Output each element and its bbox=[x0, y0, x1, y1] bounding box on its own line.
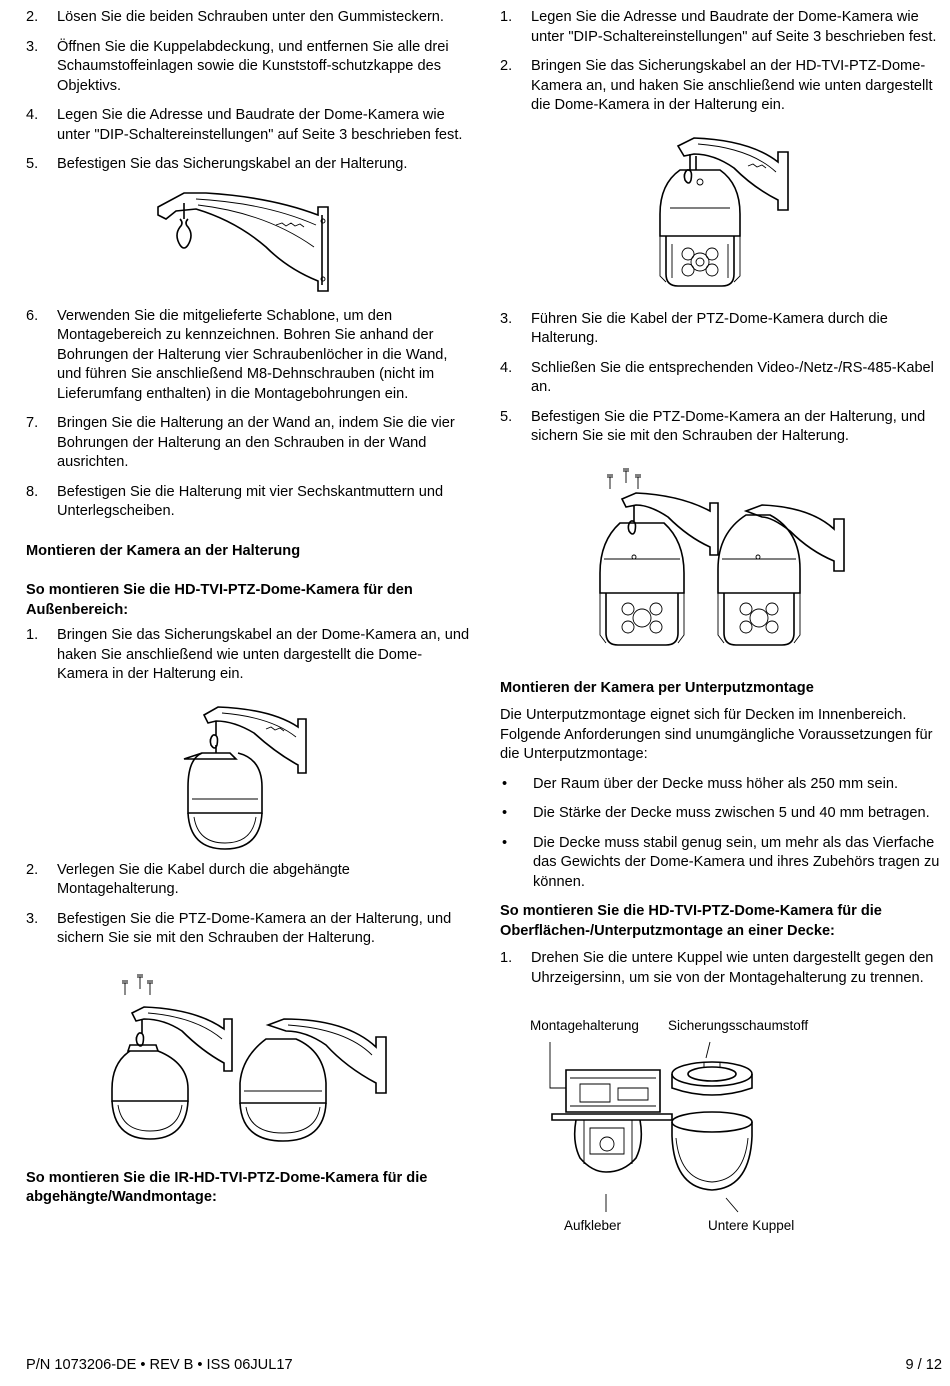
steps-list-a bbox=[26, 8, 470, 175]
list-item: 5. Befestigen Sie die PTZ-Dome-Kamera an der Halterung, und sichern Sie sie mit den Schrauben der Halterung. bbox=[500, 408, 926, 444]
list-item: 2. Bringen Sie das Sicherungskabel an der HD-TVI-PTZ-Dome-Kamera an, und haken Sie anschließend wie unten dargestellt die Dome-Kamera in der Halterung ein. bbox=[500, 58, 933, 113]
list-item: 1. Bringen Sie das Sicherungskabel an der Dome-Kamera an, und haken Sie anschließend wie unten dargestellt die Dome-Kamera in der Halterung ein. bbox=[26, 627, 470, 682]
list-item: 5. Befestigen Sie das Sicherungskabel an der Halterung. bbox=[26, 156, 408, 172]
steps-list-d bbox=[26, 861, 470, 949]
steps-list-b bbox=[500, 310, 942, 447]
dome-bracket-illustration bbox=[26, 695, 470, 861]
sub-heading: So montieren Sie die IR-HD-TVI-PTZ-Dome-Kamera für die abgehängte/Wandmontage: bbox=[26, 1169, 428, 1205]
label-safety-foam: Sicherungsschaumstoff bbox=[668, 1018, 809, 1033]
paragraph: Die Unterputzmontage eignet sich für Decken im Innenbereich. Folgende Anforderungen sind unumgängliche Voraussetzungen für die Unterputzmontage: bbox=[500, 707, 933, 762]
list-item: 8. Befestigen Sie die Halterung mit vier Sechskantmuttern und Unterlegscheiben. bbox=[26, 483, 444, 519]
bullet-item: • Die Stärke der Decke muss zwischen 5 und 40 mm betragen. bbox=[502, 805, 930, 821]
bracket-illustration bbox=[26, 185, 470, 307]
sub-heading: So montieren Sie die HD-TVI-PTZ-Dome-Kamera für den Außenbereich: bbox=[26, 582, 413, 618]
label-mount-bracket: Montagehalterung bbox=[530, 1018, 639, 1033]
left-column bbox=[26, 8, 470, 1219]
document-id: P/N 1073206-DE • REV B • ISS 06JUL17 bbox=[26, 1357, 293, 1373]
list-item: 2. Lösen Sie die beiden Schrauben unter den Gummisteckern. bbox=[26, 9, 444, 25]
page-footer bbox=[26, 1356, 942, 1376]
bullet-item: • Die Decke muss stabil genug sein, um mehr als das Vierfache das Gewichts der Dome-Kamera und ihres Zubehörs tragen zu können. bbox=[502, 834, 940, 890]
two-ir-domes-illustration bbox=[500, 457, 942, 679]
list-item: 3. Befestigen Sie die PTZ-Dome-Kamera an der Halterung, und sichern Sie sie mit den Schrauben der Halterung. bbox=[26, 910, 452, 946]
steps-list-c bbox=[500, 949, 942, 988]
steps-list-c bbox=[26, 626, 470, 685]
steps-list-b bbox=[26, 307, 470, 522]
bullet-list bbox=[500, 775, 942, 893]
list-item: 3. Öffnen Sie die Kuppelabdeckung, und entfernen Sie alle drei Schaumstoffeinlagen sowie die Kunststoff-schutzkappe des Objektivs. bbox=[26, 38, 449, 94]
label-sticker: Aufkleber bbox=[564, 1218, 622, 1233]
list-item: 3. Führen Sie die Kabel der PTZ-Dome-Kamera durch die Halterung. bbox=[500, 310, 888, 346]
section-heading: Montieren der Kamera an der Halterung bbox=[26, 542, 301, 559]
section-heading: Montieren der Kamera per Unterputzmontage bbox=[500, 679, 814, 696]
list-item: 7. Bringen Sie die Halterung an der Wand an, indem Sie die vier Bohrungen der Halterung an den Schrauben in der Wand ausrichten. bbox=[26, 415, 455, 470]
ir-dome-bracket-illustration bbox=[500, 126, 942, 310]
list-item: 4. Schließen Sie die entsprechenden Video-/Netz-/RS-485-Kabel an. bbox=[500, 359, 934, 395]
ceiling-mount-illustration bbox=[500, 998, 942, 1238]
list-item: 4. Legen Sie die Adresse und Baudrate der Dome-Kamera wie unter "DIP-Schaltereinstellungen" auf Seite 3 beschrieben fest. bbox=[26, 107, 463, 143]
two-domes-illustration bbox=[26, 959, 470, 1165]
label-lower-dome: Untere Kuppel bbox=[708, 1218, 795, 1233]
list-item: 2. Verlegen Sie die Kabel durch die abgehängte Montagehalterung. bbox=[26, 861, 350, 897]
page-number: 9 / 12 bbox=[905, 1357, 942, 1373]
list-item: 1. Drehen Sie die untere Kuppel wie unten dargestellt gegen den Uhrzeigersinn, um sie von der Montagehalterung zu trennen. bbox=[500, 950, 934, 986]
list-item: 1. Legen Sie die Adresse und Baudrate der Dome-Kamera wie unter "DIP-Schaltereinstellungen" auf Seite 3 beschrieben fest. bbox=[500, 9, 937, 45]
bullet-item: • Der Raum über der Decke muss höher als 250 mm sein. bbox=[502, 775, 898, 792]
list-item: 6. Verwenden Sie die mitgelieferte Schablone, um den Montagebereich zu kennzeichnen. Bohren Sie anhand der Bohrungen der Halterung vier Schraubenlöcher in die Wand, und führen Sie anschließend M8-Dehnschrauben (nicht im Lieferumfang enthalten) in die Montagebohrungen ein. bbox=[26, 307, 448, 402]
steps-list-a bbox=[500, 8, 942, 116]
right-column bbox=[500, 8, 942, 1238]
sub-heading: So montieren Sie die HD-TVI-PTZ-Dome-Kamera für die Oberflächen-/Unterputzmontage an einer Decke: bbox=[500, 903, 882, 939]
